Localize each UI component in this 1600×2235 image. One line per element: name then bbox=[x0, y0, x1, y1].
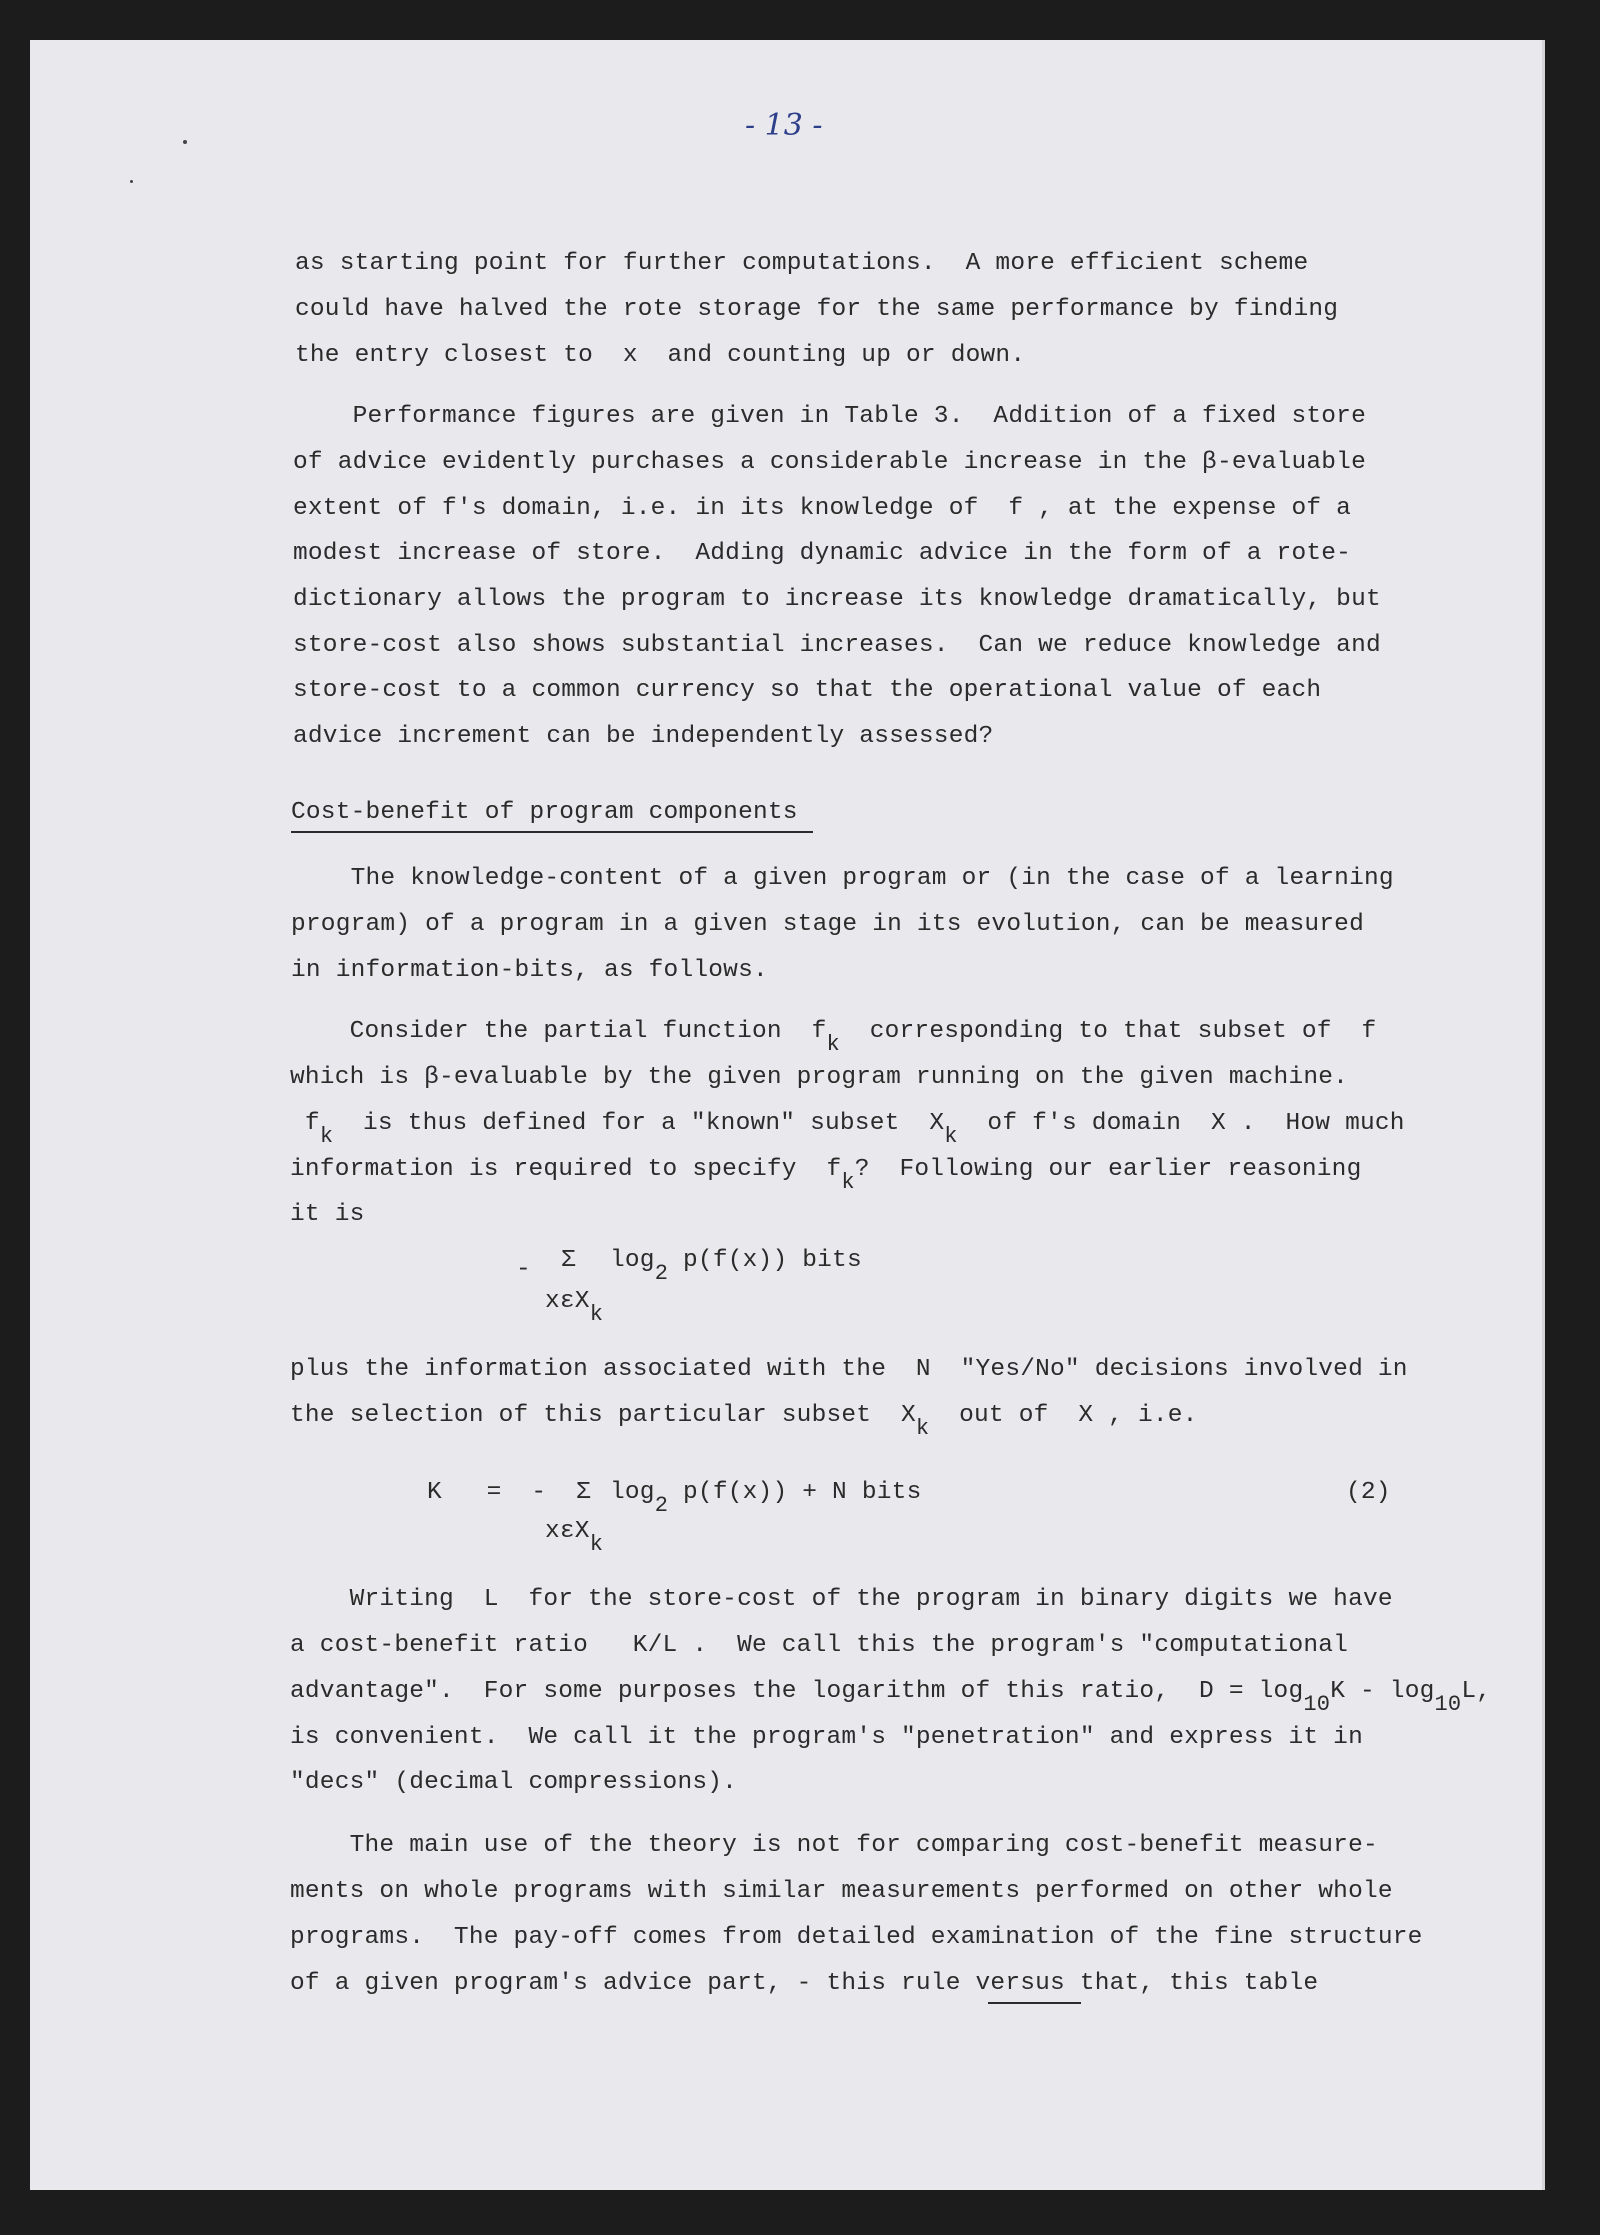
formula-range: xεXk bbox=[545, 1288, 604, 1327]
formula-sigma: Σ bbox=[561, 1247, 576, 1274]
text-line: modest increase of store. Adding dynamic advice in the form of a rote- bbox=[293, 540, 1352, 567]
equation-number: (2) bbox=[1346, 1479, 1391, 1506]
versus-underline bbox=[988, 2002, 1081, 2004]
text-line: "decs" (decimal compressions). bbox=[290, 1769, 738, 1796]
text-line: fk is thus defined for a "known" subset Xk of f's domain X . How much bbox=[290, 1110, 1405, 1149]
scan-speck bbox=[130, 180, 133, 183]
text-line: store-cost also shows substantial increases. Can we reduce knowledge and bbox=[293, 632, 1381, 659]
text-line: in information-bits, as follows. bbox=[291, 957, 768, 984]
section-heading: Cost-benefit of program components bbox=[291, 799, 798, 826]
text-line: The knowledge-content of a given program or (in the case of a learning bbox=[291, 865, 1394, 892]
text-line: ments on whole programs with similar measurements performed on other whole bbox=[290, 1878, 1393, 1905]
text-line: as starting point for further computations. A more efficient scheme bbox=[295, 250, 1309, 277]
text-line: the selection of this particular subset Xk out of X , i.e. bbox=[290, 1402, 1198, 1441]
text-line: advantage". For some purposes the logarithm of this ratio, D = log10K - log10L, bbox=[290, 1678, 1492, 1717]
text-line: could have halved the rote storage for the same performance by finding bbox=[295, 296, 1339, 323]
formula-range: xεXk bbox=[545, 1518, 604, 1557]
text-line: program) of a program in a given stage in its evolution, can be measured bbox=[291, 911, 1364, 938]
text-line: Writing L for the store-cost of the program in binary digits we have bbox=[290, 1586, 1393, 1613]
scan-speck bbox=[183, 140, 187, 144]
text-line: The main use of the theory is not for comparing cost-benefit measure- bbox=[290, 1832, 1378, 1859]
text-line: the entry closest to x and counting up or down. bbox=[295, 342, 1026, 369]
text-line: a cost-benefit ratio K/L . We call this the program's "computational bbox=[290, 1632, 1349, 1659]
formula-lhs: K = - Σ bbox=[427, 1479, 591, 1506]
text-line: is convenient. We call it the program's "penetration" and express it in bbox=[290, 1724, 1363, 1751]
formula-log: log2 p(f(x)) + N bits bbox=[610, 1479, 922, 1518]
text-line: programs. The pay-off comes from detailed examination of the fine structure bbox=[290, 1924, 1423, 1951]
text-line: it is bbox=[290, 1201, 365, 1228]
formula-log: log2 p(f(x)) bits bbox=[610, 1247, 862, 1286]
text-line: information is required to specify fk? Following our earlier reasoning bbox=[290, 1156, 1362, 1195]
heading-underline bbox=[291, 831, 813, 833]
text-line: store-cost to a common currency so that the operational value of each bbox=[293, 677, 1322, 704]
text-line: dictionary allows the program to increase its knowledge dramatically, but bbox=[293, 586, 1381, 613]
text-line: Consider the partial function fk corresponding to that subset of f bbox=[290, 1018, 1377, 1057]
text-line: plus the information associated with the N "Yes/No" decisions involved in bbox=[290, 1356, 1408, 1383]
text-line: of advice evidently purchases a considerable increase in the β-evaluable bbox=[293, 449, 1366, 476]
page-number: - 13 - bbox=[745, 108, 823, 143]
text-line: Performance figures are given in Table 3. Addition of a fixed store bbox=[293, 403, 1366, 430]
formula-minus: - bbox=[516, 1256, 531, 1283]
text-line: which is β-evaluable by the given program running on the given machine. bbox=[290, 1064, 1349, 1091]
text-line: advice increment can be independently assessed? bbox=[293, 723, 994, 750]
text-line: of a given program's advice part, - this rule versus that, this table bbox=[290, 1970, 1319, 1997]
text-line: extent of f's domain, i.e. in its knowledge of f , at the expense of a bbox=[293, 495, 1352, 522]
document-page bbox=[30, 40, 1545, 2190]
